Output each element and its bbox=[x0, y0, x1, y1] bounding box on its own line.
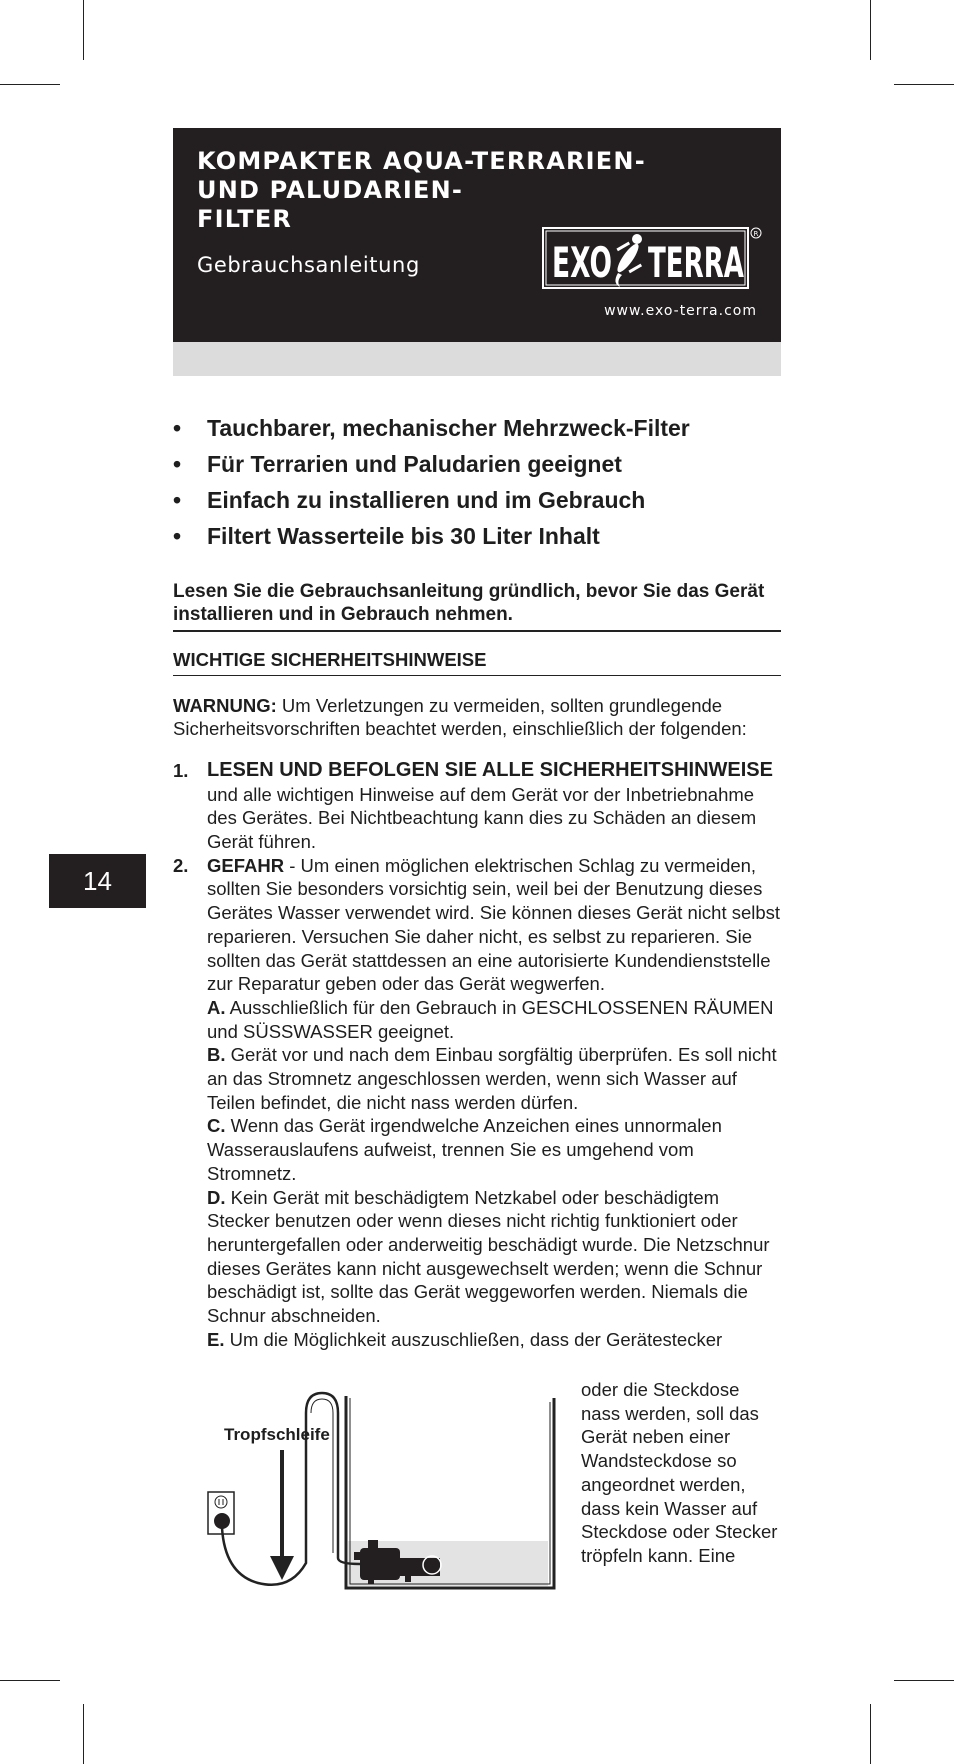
page-number: 14 bbox=[49, 854, 146, 908]
drip-loop-illustration bbox=[200, 1388, 560, 1603]
item-paragraph bbox=[207, 854, 781, 996]
safety-item-2 bbox=[173, 854, 781, 1328]
sub-item-label: E. bbox=[207, 1328, 225, 1350]
svg-text:R: R bbox=[753, 230, 759, 238]
crop-mark bbox=[0, 1680, 60, 1681]
crop-mark bbox=[870, 1704, 871, 1764]
item-heading: LESEN UND BEFOLGEN SIE ALLE SICHERHEITSHINWEISE bbox=[207, 758, 773, 781]
crop-mark bbox=[870, 0, 871, 60]
sub-item-b bbox=[207, 1043, 781, 1114]
list-item: • Einfach zu installieren und im Gebrauch bbox=[173, 482, 781, 518]
safety-item-1 bbox=[173, 759, 781, 854]
document-body bbox=[173, 410, 781, 1351]
sub-item-text: Gerät vor und nach dem Einbau sorgfältig überprüfen. Es soll nicht an das Stromnetz angeschlossen werden, wenn sich Wasser auf Teilen befindet, die nicht nass werden dürfen. bbox=[207, 1044, 777, 1113]
section-title: WICHTIGE SICHERHEITSHINWEISE bbox=[173, 648, 487, 670]
svg-text:EXO: EXO bbox=[552, 238, 612, 287]
list-item: • Für Terrarien und Paludarien geeignet bbox=[173, 446, 781, 482]
page-subtitle: Gebrauchsanleitung bbox=[197, 253, 420, 277]
warning-label: WARNUNG: bbox=[173, 694, 277, 716]
item-text: - Um einen möglichen elektrischen Schlag zu vermeiden, sollten Sie besonders vorsichtig sein, weil bei der Benutzung dieses Gerätes Wasser verwendet wird. Sie können dieses Gerät nicht selbst reparieren. Versuchen Sie daher nicht, es selbst zu reparieren. Sie sollten das Gerät stattdessen an eine autorisierte Kundendienststelle zur Reparatur geben oder das Gerät wegwerfen. bbox=[207, 854, 781, 995]
item-number: 1. bbox=[173, 759, 189, 781]
sub-item-e bbox=[173, 1328, 781, 1352]
item-heading: GEFAHR bbox=[207, 854, 285, 876]
sub-item-text: Ausschließlich für den Gebrauch in GESCHLOSSENEN RÄUMEN und SÜSSWASSER geeignet. bbox=[207, 996, 774, 1042]
intro-text: Lesen Sie die Gebrauchsanleitung gründlich, bevor Sie das Gerät installieren und in Gebrauch nehmen. bbox=[173, 581, 765, 625]
list-item: • Tauchbarer, mechanischer Mehrzweck-Filter bbox=[173, 410, 781, 446]
crop-mark bbox=[894, 84, 954, 85]
sub-item-c bbox=[207, 1114, 781, 1185]
header-band bbox=[173, 342, 781, 376]
list-item: • Filtert Wasserteile bis 30 Liter Inhalt bbox=[173, 518, 781, 554]
crop-mark bbox=[894, 1680, 954, 1681]
crop-mark bbox=[83, 0, 84, 60]
sub-item-e-continued: oder die Steckdose nass werden, soll das Gerät neben einer Wandsteckdose so angeordnet werden, dass kein Wasser auf Steckdose oder Stecker tröpfeln kann. Eine bbox=[581, 1379, 778, 1566]
drip-loop-label: Tropfschleife bbox=[224, 1425, 330, 1444]
drip-arrow-icon bbox=[270, 1450, 294, 1580]
divider bbox=[173, 675, 781, 676]
sub-item-label: A. bbox=[207, 996, 226, 1018]
page-title: KOMPAKTER AQUA-TERRARIEN- UND PALUDARIEN- FILTER bbox=[197, 147, 646, 233]
warning-text: Um Verletzungen zu vermeiden, sollten grundlegende Sicherheitsvorschriften beachtet werden, einschließlich der folgenden: bbox=[173, 694, 747, 740]
crop-mark bbox=[83, 1704, 84, 1764]
divider bbox=[173, 630, 781, 632]
wall-outlet-icon bbox=[208, 1492, 234, 1534]
sub-item-text: Um die Möglichkeit auszuschließen, dass der Gerätestecker bbox=[224, 1328, 723, 1350]
header-banner bbox=[173, 128, 781, 342]
sub-item-label: D. bbox=[207, 1186, 226, 1208]
item-text: und alle wichtigen Hinweise auf dem Gerät vor der Inbetriebnahme des Gerätes. Bei Nichtbeachtung kann dies zu Schäden an diesem Gerät führen. bbox=[207, 783, 757, 853]
item-number: 2. bbox=[173, 854, 189, 876]
sub-item-a bbox=[207, 996, 781, 1043]
sub-item-label: B. bbox=[207, 1044, 226, 1066]
warning-paragraph bbox=[173, 694, 781, 741]
sub-item-label: C. bbox=[207, 1115, 226, 1137]
sub-item-text: Wenn das Gerät irgendwelche Anzeichen eines unnormalen Wasserauslaufens aufweist, trennen Sie es umgehend vom Stromnetz. bbox=[207, 1115, 722, 1184]
svg-text:TERRA: TERRA bbox=[648, 238, 745, 287]
crop-mark bbox=[0, 84, 60, 85]
exo-terra-logo bbox=[542, 225, 764, 291]
sub-item-d bbox=[207, 1186, 781, 1328]
sub-item-text: Kein Gerät mit beschädigtem Netzkabel oder beschädigtem Stecker benutzen oder wenn dieses nicht richtig funktioniert oder heruntergefallen oder anderweitig beschädigt wurde. Die Netzschnur dieses Gerätes kann nicht ausgewechselt werden; wenn die Schnur beschädigt ist, sollte das Gerät weggeworfen werden. Niemals die Schnur abschneiden. bbox=[207, 1186, 770, 1327]
safety-list bbox=[173, 759, 781, 1328]
feature-list bbox=[173, 410, 781, 554]
website-url: www.exo-terra.com bbox=[604, 303, 757, 319]
